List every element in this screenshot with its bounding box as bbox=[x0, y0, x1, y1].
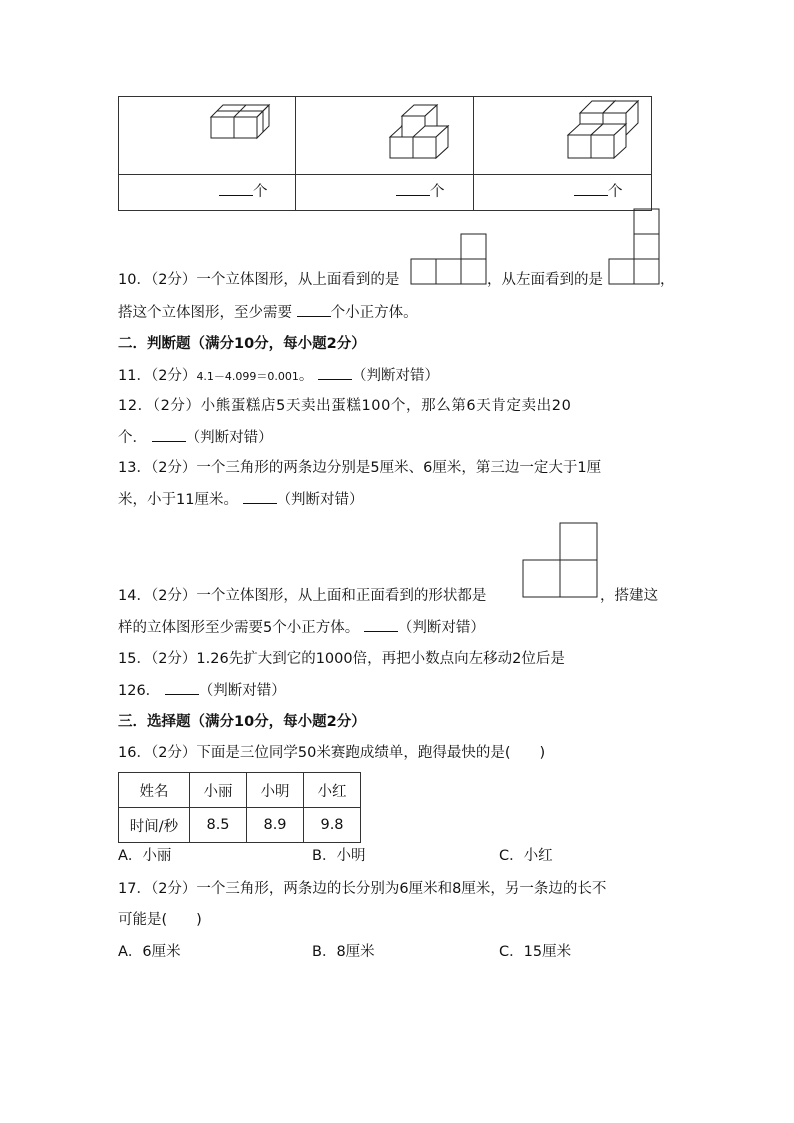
table-cell: 8.9 bbox=[247, 808, 304, 843]
table-row bbox=[119, 808, 361, 843]
question-10-line-2: 搭这个立体图形，至少需要 个小正方体。 bbox=[118, 302, 418, 323]
question-15-line-2: 126． （判断对错） bbox=[118, 680, 286, 701]
answer-blank[interactable] bbox=[574, 181, 608, 196]
question-14-line-1: 14．（2分）一个立体图形，从上面和正面看到的形状都是 bbox=[118, 588, 487, 604]
q10-top-view-figure bbox=[410, 233, 487, 285]
cube-figure-2 bbox=[296, 97, 473, 174]
q10-left-view-figure bbox=[608, 208, 660, 285]
question-16-text: 16．（2分）下面是三位同学50米赛跑成绩单，跑得最快的是( ) bbox=[118, 745, 546, 761]
question-14-suffix: ，搭建这 bbox=[600, 588, 658, 604]
table-cell: 时间/秒 bbox=[119, 808, 190, 843]
table-cell: 小丽 bbox=[190, 773, 247, 808]
answer-blank[interactable] bbox=[318, 365, 352, 380]
question-13-line-2: 米，小于11厘米。 （判断对错） bbox=[118, 489, 364, 510]
table-cell: 姓名 bbox=[119, 773, 190, 808]
option-b[interactable]: B．8厘米 bbox=[312, 944, 375, 960]
answer-blank[interactable] bbox=[219, 181, 253, 196]
table-cell: 小明 bbox=[247, 773, 304, 808]
question-10-prefix: 10．（2分）一个立体图形，从上面看到的是 bbox=[118, 272, 400, 288]
answer-blank[interactable] bbox=[152, 427, 186, 442]
answer-blank[interactable] bbox=[364, 617, 398, 632]
cube-figure-cell-3 bbox=[474, 97, 652, 175]
unit-label: 个 bbox=[430, 184, 445, 200]
question-17-line-1: 17．（2分）一个三角形，两条边的长分别为6厘米和8厘米，另一条边的长不 bbox=[118, 881, 607, 897]
question-17-line-2: 可能是( ) bbox=[118, 912, 202, 928]
table-cell: 9.8 bbox=[304, 808, 361, 843]
answer-cell-1 bbox=[119, 175, 296, 211]
option-a[interactable]: A．6厘米 bbox=[118, 944, 181, 960]
question-10-middle: ，从左面看到的是 bbox=[487, 272, 603, 288]
section-3-heading: 三．选择题（满分10分，每小题2分） bbox=[118, 714, 366, 730]
table-header-row bbox=[119, 773, 361, 808]
answer-blank[interactable] bbox=[396, 181, 430, 196]
cube-figure-cell-1 bbox=[119, 97, 296, 175]
answer-blank[interactable] bbox=[243, 489, 277, 504]
question-11: 11．（2分）4.1－4.099＝0.001。 （判断对错） bbox=[118, 365, 439, 387]
table-cell: 小红 bbox=[304, 773, 361, 808]
answer-blank[interactable] bbox=[297, 302, 331, 317]
race-results-table bbox=[118, 772, 361, 843]
question-10-line-1 bbox=[118, 270, 399, 290]
question-12-line-2: 个． （判断对错） bbox=[118, 427, 273, 448]
section-2-heading: 二．判断题（满分10分，每小题2分） bbox=[118, 336, 366, 352]
question-13-line-1: 13．（2分）一个三角形的两条边分别是5厘米、6厘米，第三边一定大于1厘 bbox=[118, 460, 602, 476]
cube-count-table bbox=[118, 96, 652, 211]
math-expression: 4.1－4.099＝0.001 bbox=[196, 370, 299, 383]
question-14-line-2: 样的立体图形至少需要5个小正方体。 （判断对错） bbox=[118, 617, 485, 638]
answer-cell-2 bbox=[296, 175, 474, 211]
question-15-line-1: 15．（2分）1.26先扩大到它的1000倍，再把小数点向左移动2位后是 bbox=[118, 651, 565, 667]
answer-cell-3 bbox=[474, 175, 652, 211]
cube-figure-3 bbox=[474, 97, 651, 174]
option-c[interactable]: C．15厘米 bbox=[499, 944, 572, 960]
unit-label: 个 bbox=[608, 184, 623, 200]
option-a[interactable]: A．小丽 bbox=[118, 848, 172, 864]
option-b[interactable]: B．小明 bbox=[312, 848, 366, 864]
cube-figure-cell-2 bbox=[296, 97, 474, 175]
question-10-suffix: ， bbox=[660, 272, 675, 288]
cube-figure-1 bbox=[119, 97, 295, 174]
q14-view-figure bbox=[522, 522, 599, 599]
answer-blank[interactable] bbox=[165, 680, 199, 695]
unit-label: 个 bbox=[253, 184, 268, 200]
question-12-line-1: 12．（2分）小熊蛋糕店5天卖出蛋糕100个，那么第6天肯定卖出20 bbox=[118, 398, 572, 414]
table-cell: 8.5 bbox=[190, 808, 247, 843]
option-c[interactable]: C．小红 bbox=[499, 848, 553, 864]
